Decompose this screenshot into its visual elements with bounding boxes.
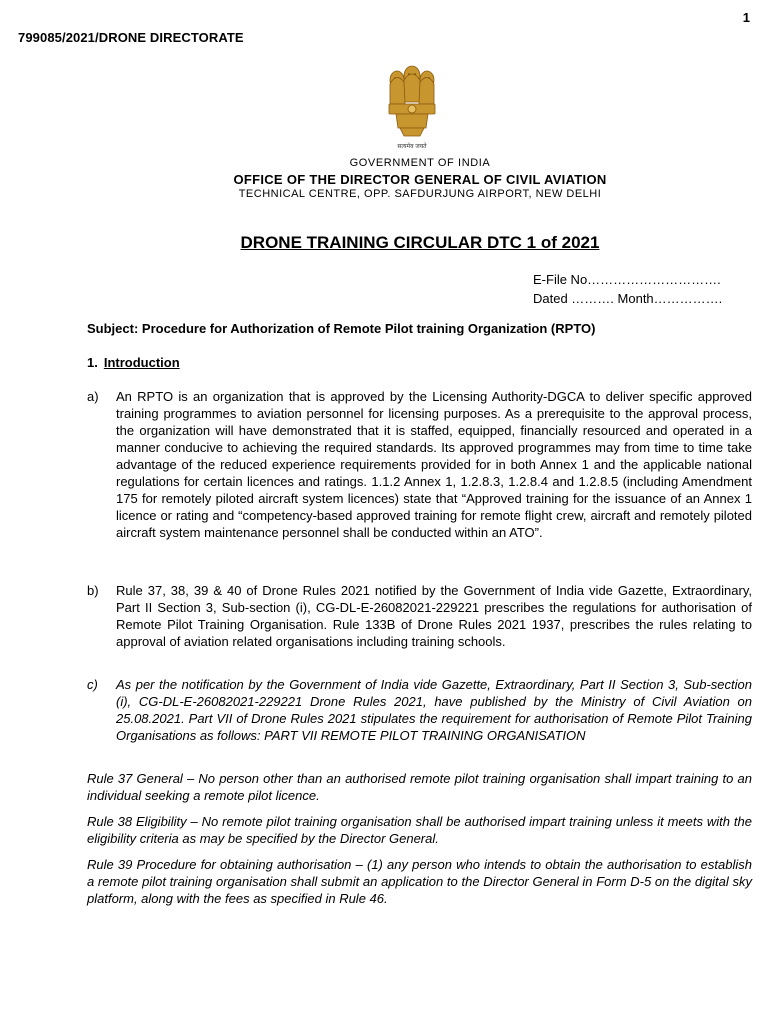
paragraph-c (87, 676, 752, 744)
efile-number: E-File No…………………………. (533, 272, 721, 287)
office-heading: OFFICE OF THE DIRECTOR GENERAL OF CIVIL AVIATION (233, 172, 607, 187)
section-heading (87, 355, 180, 370)
paragraph-b (87, 582, 752, 650)
office-address: TECHNICAL CENTRE, OPP. SAFDURJUNG AIRPORT, NEW DELHI (238, 188, 602, 200)
national-emblem-icon (386, 62, 438, 150)
dated-line: Dated ………. Month……………. (533, 291, 723, 306)
emblem-motto: सत्यमेव जयते (397, 144, 427, 150)
page-number: 1 (742, 10, 750, 25)
section-title: Introduction (103, 355, 180, 370)
paragraph-label: a) (87, 389, 99, 404)
rule-38: Rule 38 Eligibility – No remote pilot training organisation shall be authorised impart training unless it meets with the eligibility criteria as may be specified by the Director General. (87, 814, 752, 846)
paragraph-label: c) (87, 677, 98, 692)
reference-number: 799085/2021/DRONE DIRECTORATE (18, 30, 244, 45)
circular-title: DRONE TRAINING CIRCULAR DTC 1 of 2021 (240, 233, 600, 252)
government-label: GOVERNMENT OF INDIA (349, 157, 491, 169)
paragraph-a (87, 388, 752, 541)
paragraph-label: b) (87, 583, 99, 598)
section-number: 1. (87, 355, 98, 370)
rule-39: Rule 39 Procedure for obtaining authorisation – (1) any person who intends to obtain the authorisation to establish a remote pilot training organisation shall submit an application to the Director General in Form D-5 on the digital sky platform, along with the fees as specified in Rule 46. (87, 857, 752, 906)
paragraph-text: As per the notification by the Government of India vide Gazette, Extraordinary, Part II Section 3, Sub-section (i), CG-DL-E-26082021-229221 Drone Rules 2021, have published by the Ministry of Civil Aviation on 25.08.2021. Part VII of Drone Rules 2021 stipulates the requirement for authorisation of Remote Pilot Training Organisations as follows: PART VII REMOTE PILOT TRAINING ORGANISATION (116, 677, 752, 743)
paragraph-text: An RPTO is an organization that is approved by the Licensing Authority-DGCA to deliver specific approved training programmes to aviation personnel for licensing purposes. As a prerequisite to the approval process, the organization will have demonstrated that it is staffed, equipped, financially resourced and operated in a manner conducive to achieving the required standards. Its approved programmes may from time to time take advantage of the reduced experience requirements provided for in both Annex 1 and the applicable national regulations for certain licences and ratings. 1.1.2 Annex 1, 1.2.8.3, 1.2.8.4 and 1.2.8.5 (including Amendment 175 for remotely piloted aircraft system licences) state that “Approved training for the issuance of an Annex 1 licence or rating and “competency-based approved training for remote flight crew, aircraft and remotely piloted aircraft system maintenance personnel shall be conducted within an ATO”. (116, 389, 752, 540)
subject-line: Subject: Procedure for Authorization of Remote Pilot training Organization (RPTO) (87, 321, 596, 336)
paragraph-text: Rule 37, 38, 39 & 40 of Drone Rules 2021 notified by the Government of India vide Gazette, Extraordinary, Part II Section 3, Sub-section (i), CG-DL-E-26082021-229221 prescribes the regulations for authorisation of Remote Pilot Training Organisation. Rule 133B of Drone Rules 2021 1937, prescribes the rules relating to approval of aviation related organisations including training schools. (116, 583, 752, 649)
rule-37: Rule 37 General – No person other than an authorised remote pilot training organisation shall impart training to an individual seeking a remote pilot licence. (87, 771, 752, 803)
